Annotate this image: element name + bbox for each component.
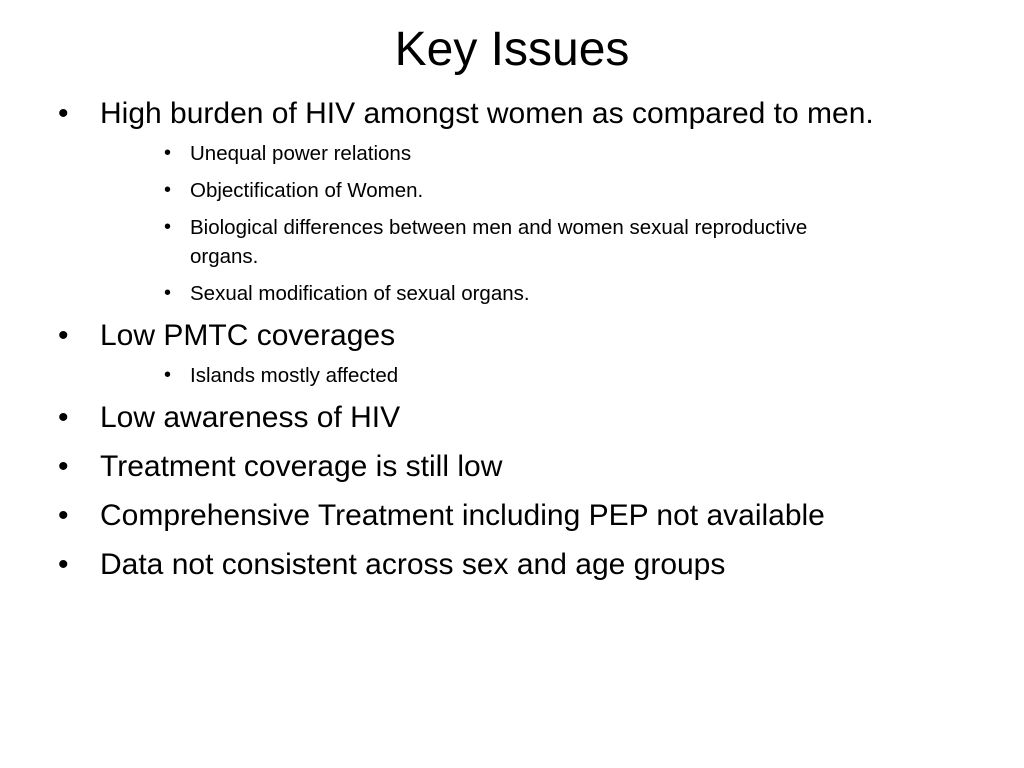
- bullet-text: Low awareness of HIV: [100, 401, 401, 434]
- bullet-icon: •: [58, 548, 69, 581]
- bullet-icon: •: [164, 179, 172, 201]
- bullet-item: [0, 96, 1024, 132]
- sub-bullet-list: [0, 361, 1024, 390]
- bullet-list: [0, 96, 1024, 596]
- bullet-icon: •: [164, 282, 172, 304]
- bullet-icon: •: [164, 364, 172, 386]
- bullet-icon: •: [58, 450, 69, 483]
- bullet-text: Treatment coverage is still low: [100, 450, 503, 483]
- sub-bullet-text: Sexual modification of sexual organs.: [190, 282, 530, 305]
- bullet-text: Data not consistent across sex and age groups: [100, 548, 726, 581]
- sub-bullet-text: Objectification of Women.: [190, 179, 424, 202]
- bullet-icon: •: [58, 319, 69, 352]
- sub-bullet-item: [0, 176, 1024, 205]
- sub-bullet-text: Unequal power relations: [190, 142, 412, 165]
- bullet-item: [0, 498, 1024, 534]
- bullet-text: Comprehensive Treatment including PEP not available: [100, 499, 825, 532]
- bullet-item: [0, 318, 1024, 354]
- sub-bullet-item: [0, 279, 1024, 308]
- bullet-icon: •: [164, 216, 172, 238]
- bullet-item: [0, 449, 1024, 485]
- sub-bullet-item: [0, 361, 1024, 390]
- bullet-text: High burden of HIV amongst women as compared to men.: [100, 97, 874, 130]
- sub-bullet-list: [0, 139, 1024, 308]
- sub-bullet-text: Biological differences between men and women sexual reproductive organs.: [190, 216, 808, 268]
- bullet-icon: •: [164, 142, 172, 164]
- sub-bullet-text: Islands mostly affected: [190, 364, 399, 387]
- sub-bullet-item: [0, 213, 1024, 271]
- slide-title: Key Issues: [394, 23, 630, 76]
- bullet-item: [0, 400, 1024, 436]
- bullet-icon: •: [58, 499, 69, 532]
- bullet-text: Low PMTC coverages: [100, 319, 396, 352]
- bullet-icon: •: [58, 401, 69, 434]
- bullet-item: [0, 547, 1024, 583]
- sub-bullet-item: [0, 139, 1024, 168]
- bullet-icon: •: [58, 97, 69, 130]
